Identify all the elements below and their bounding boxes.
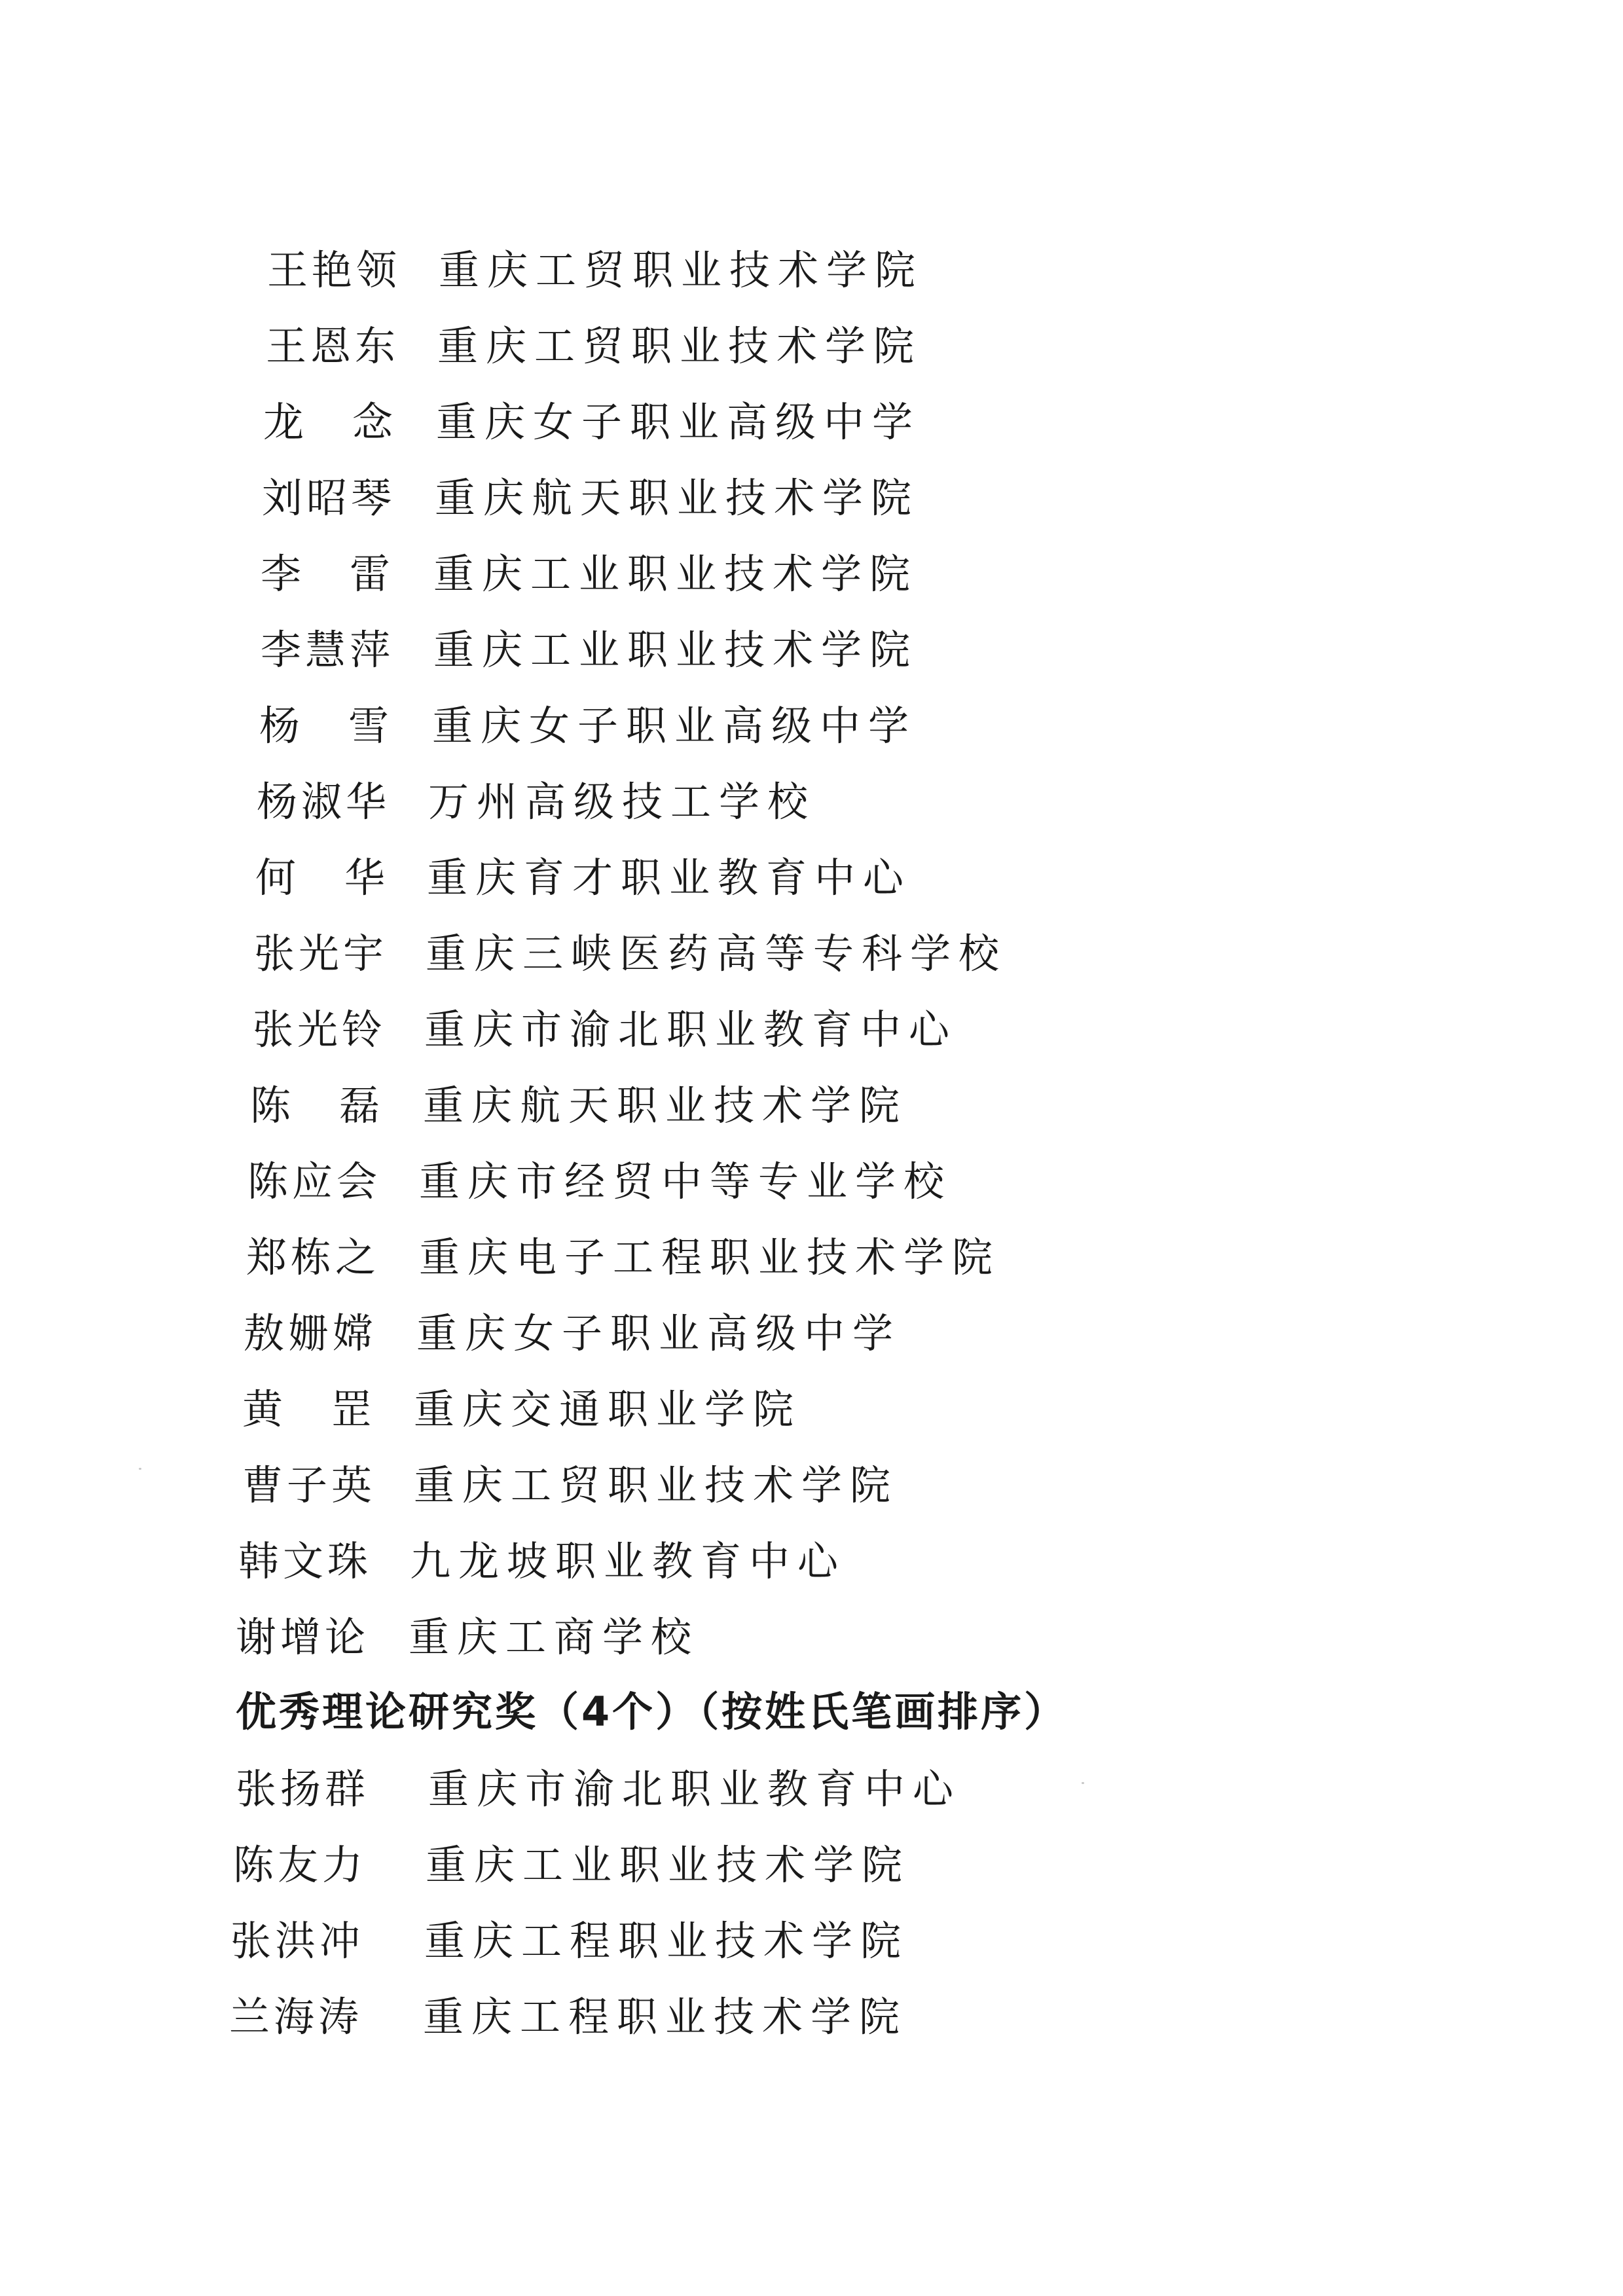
person-name: 杨淑华 (257, 778, 391, 826)
organization-name: 重庆女子职业高级中学 (436, 398, 921, 446)
person-name: 张光铃 (253, 1006, 387, 1053)
organization-name: 重庆航天职业技术学院 (435, 474, 920, 522)
organization-name: 重庆工业职业技术学院 (433, 626, 919, 674)
person-name: 陈 磊 (250, 1082, 384, 1129)
organization-name: 重庆工程职业技术学院 (423, 1993, 908, 2041)
organization-name: 重庆工贸职业技术学院 (437, 322, 922, 370)
organization-name: 重庆工贸职业技术学院 (439, 246, 924, 294)
person-name: 张洪冲 (230, 1917, 365, 1965)
person-name: 刘昭琴 (262, 474, 396, 522)
organization-name: 九龙坡职业教育中心 (410, 1537, 847, 1585)
person-name: 曹子英 (242, 1461, 376, 1509)
person-name: 郑栋之 (246, 1233, 380, 1281)
scan-speck (1082, 1782, 1084, 1784)
person-name: 陈友力 (233, 1841, 367, 1889)
organization-name: 重庆三峡医药高等专科学校 (426, 930, 1008, 977)
section-heading: 优秀理论研究奖（4个）（按姓氏笔画排序） (236, 1688, 1068, 1736)
organization-name: 重庆育才职业教育中心 (427, 854, 912, 902)
person-name: 杨 雪 (259, 702, 393, 750)
person-name: 王恩东 (266, 322, 400, 370)
organization-name: 重庆电子工程职业技术学院 (419, 1233, 1001, 1281)
organization-name: 重庆航天职业技术学院 (423, 1082, 908, 1129)
person-name: 李 雷 (261, 550, 395, 598)
person-name: 韩文珠 (238, 1537, 373, 1585)
organization-name: 重庆市渝北职业教育中心 (428, 1765, 962, 1813)
organization-name: 重庆工业职业技术学院 (426, 1841, 911, 1889)
organization-name: 重庆工商学校 (409, 1613, 700, 1661)
organization-name: 重庆市经贸中等专业学校 (419, 1157, 953, 1205)
organization-name: 重庆女子职业高级中学 (432, 702, 917, 750)
person-name: 陈应会 (247, 1157, 382, 1205)
person-name: 黄 罡 (242, 1385, 376, 1433)
organization-name: 重庆女子职业高级中学 (416, 1309, 902, 1357)
person-name: 兰海涛 (229, 1993, 363, 2041)
scan-speck (139, 1468, 141, 1470)
person-name: 李慧萍 (261, 626, 395, 674)
person-name: 张扬群 (236, 1765, 370, 1813)
organization-name: 重庆工业职业技术学院 (433, 550, 919, 598)
organization-name: 重庆交通职业学院 (414, 1385, 802, 1433)
person-name: 张光宇 (254, 930, 388, 977)
person-name: 谢增论 (236, 1613, 370, 1661)
organization-name: 重庆工程职业技术学院 (424, 1917, 909, 1965)
organization-name: 重庆市渝北职业教育中心 (424, 1006, 958, 1053)
person-name: 何 华 (255, 854, 390, 902)
person-name: 敖姗嫦 (244, 1309, 378, 1357)
person-name: 王艳领 (267, 246, 401, 294)
organization-name: 重庆工贸职业技术学院 (414, 1461, 899, 1509)
person-name: 龙 念 (263, 398, 397, 446)
organization-name: 万州高级技工学校 (428, 778, 816, 826)
